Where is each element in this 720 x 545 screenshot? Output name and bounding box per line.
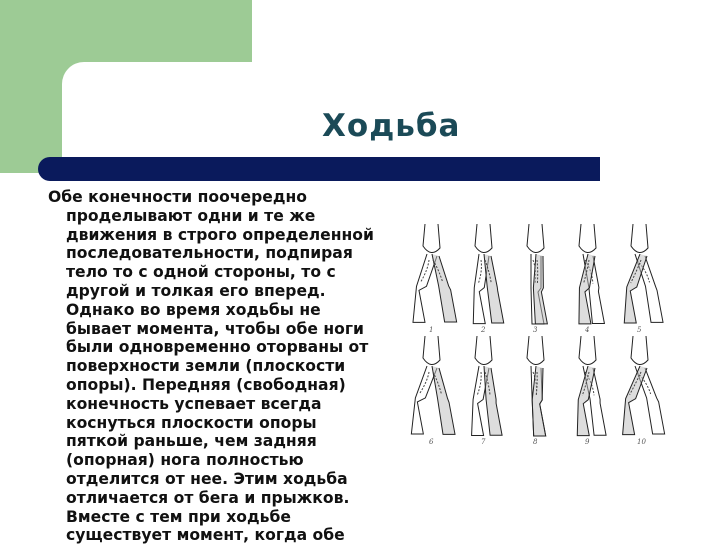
title-divider-bar — [38, 157, 600, 181]
walking-frame — [411, 336, 455, 434]
walking-frame — [624, 224, 663, 323]
frame-number-label: 10 — [637, 438, 646, 445]
walking-frame — [579, 224, 604, 324]
paragraph-line: последовательности, подпирая — [66, 244, 353, 263]
slide-title: Ходьба — [322, 108, 461, 144]
paragraph-line: существует момент, когда обе — [66, 526, 345, 545]
frame-number-label: 2 — [481, 326, 486, 334]
walking-phases-illustration — [405, 220, 670, 445]
walking-frame — [623, 336, 665, 435]
paragraph-line: поверхности земли (плоскости — [66, 357, 346, 376]
paragraph-line: другой и толкая его вперед. — [66, 281, 326, 300]
walking-frame — [527, 224, 547, 324]
paragraph-line: Вместе с тем при ходьбе — [66, 507, 291, 526]
paragraph-line: тело то с одной стороны, то с — [66, 263, 336, 282]
paragraph-line: опоры). Передняя (свободная) — [66, 375, 346, 394]
walking-frame — [472, 336, 502, 435]
walking-frame — [577, 336, 606, 436]
paragraph-line: конечность успевает всегда — [66, 394, 322, 413]
frame-number-label: 1 — [429, 326, 434, 334]
paragraph-line: Однако во время ходьбы не — [66, 300, 321, 319]
walking-frame — [473, 224, 503, 324]
frame-number-label: 4 — [585, 326, 590, 334]
frame-number-label: 6 — [429, 438, 434, 445]
paragraph-line: Обе конечности поочередно — [48, 188, 307, 206]
frame-number-label: 8 — [533, 438, 538, 445]
paragraph-line: бывает момента, чтобы обе ноги — [66, 319, 364, 338]
frame-number-label: 7 — [481, 438, 486, 445]
paragraph-line: отличается от бега и прыжков. — [66, 488, 350, 507]
paragraph-line: проделывают одни и те же — [66, 206, 316, 225]
paragraph-line: движения в строго определенной — [66, 225, 374, 244]
paragraph-line: (опорная) нога полностью — [66, 451, 304, 470]
paragraph-line: пяткой раньше, чем задняя — [66, 432, 317, 451]
paragraph-line: были одновременно оторваны от — [66, 338, 369, 357]
frame-number-label: 5 — [637, 326, 642, 334]
frame-number-label: 9 — [585, 438, 590, 445]
walking-frame — [527, 336, 546, 436]
paragraph-line: отделится от нее. Этим ходьба — [66, 469, 348, 488]
slide-paragraph — [48, 188, 378, 545]
paragraph-line: коснуться плоскости опоры — [66, 413, 317, 432]
walking-frame — [413, 224, 457, 322]
frame-number-label: 3 — [533, 326, 538, 334]
